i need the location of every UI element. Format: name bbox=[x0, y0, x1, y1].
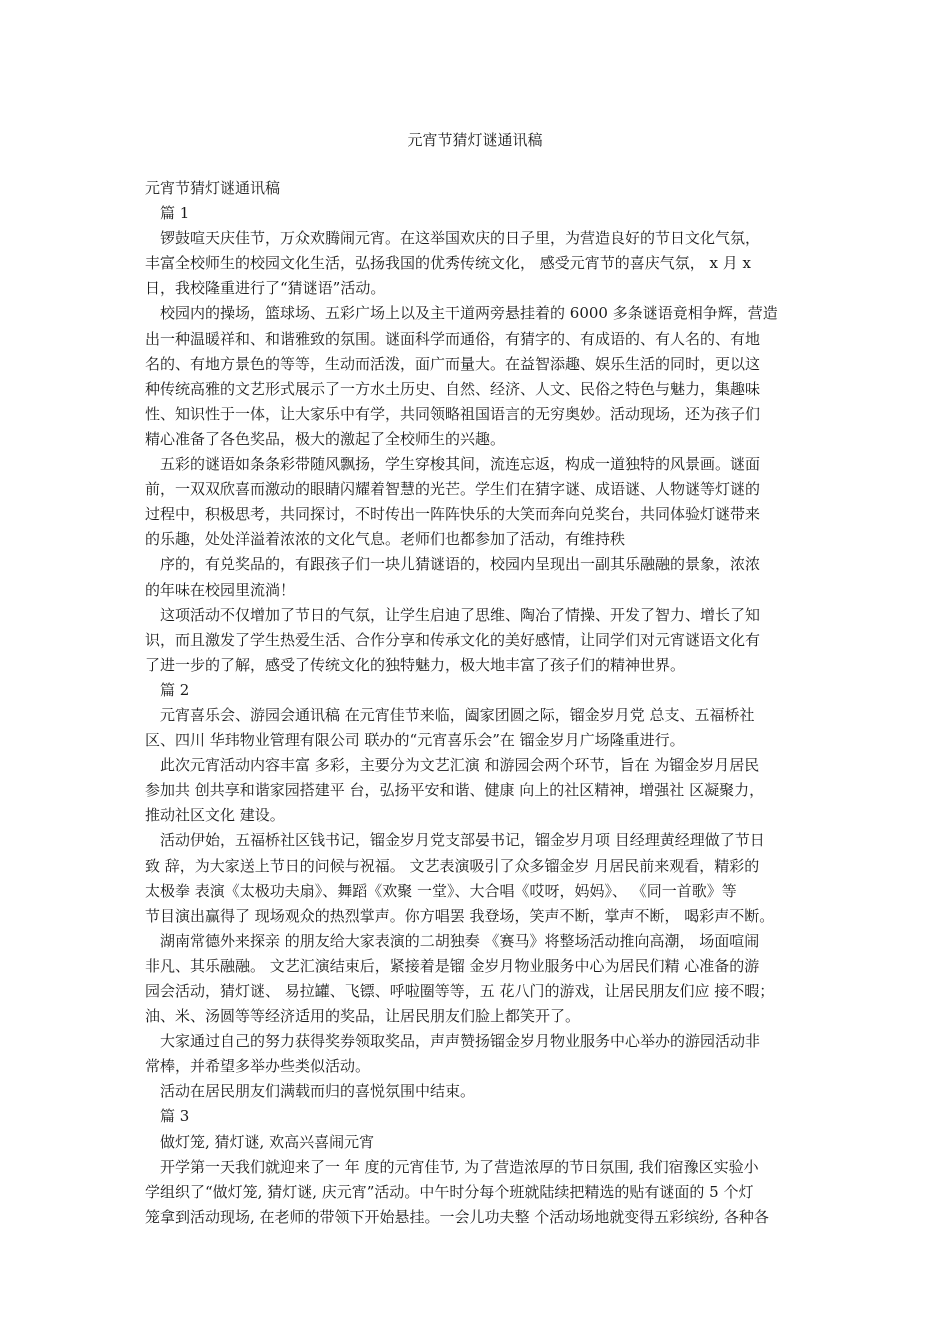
text-line: 篇 1 bbox=[160, 204, 190, 223]
text-line: 开学第一天我们就迎来了一 年 度的元宵佳节, 为了营造浓厚的节日氛围, 我们宿豫区实验小 bbox=[160, 1157, 759, 1176]
text-line: 活动伊始，五福桥社区钱书记，镏金岁月党支部晏书记，镏金岁月项 目经理黄经理做了节日 bbox=[160, 831, 765, 850]
text-line: 识，而且激发了学生热爱生活、合作分享和传承文化的美好感情，让同学们对元宵谜语文化有 bbox=[145, 630, 761, 649]
text-line: 非凡、其乐融融。 文艺汇演结束后，紧接着是镏 金岁月物业服务中心为居民们精 心准备的游 bbox=[145, 956, 760, 975]
text-line: 推动社区文化 建设。 bbox=[145, 806, 285, 825]
text-line: 元宵喜乐会、游园会通讯稿 在元宵佳节来临，阖家团圆之际，镏金岁月党 总支、五福桥社 bbox=[160, 705, 755, 724]
text-line: 了进一步的了解，感受了传统文化的独特魅力，极大地丰富了孩子们的精神世界。 bbox=[145, 655, 686, 674]
text-line: 这项活动不仅增加了节日的气氛，让学生启迪了思维、陶冶了情操、开发了智力、增长了知 bbox=[160, 605, 761, 624]
text-line: 园会活动，猜灯谜、 易拉罐、飞镖、呼啦圈等等，五 花八门的游戏，让居民朋友们应 接不暇； bbox=[145, 982, 775, 1000]
text-line: 学组织了“做灯笼, 猜灯谜, 庆元宵”活动。中午时分每个班就陆续把精选的贴有谜面的 5 个灯 bbox=[145, 1182, 754, 1201]
text-line: 参加共 创共享和谐家园搭建平 台，弘扬平安和谐、健康 向上的社区精神，增强社 区凝聚力， bbox=[145, 781, 765, 800]
text-line: 笼拿到活动现场, 在老师的带领下开始悬挂。一会儿功夫整 个活动场地就变得五彩缤纷, 各种各 bbox=[145, 1207, 769, 1226]
text-line: 锣鼓喧天庆佳节，万众欢腾闹元宵。在这举国欢庆的日子里，为营造良好的节日文化气氛， bbox=[160, 229, 761, 248]
text-line: 丰富全校师生的校园文化生活，弘扬我国的优秀传统文化， 感受元宵节的喜庆气氛， x 月 x bbox=[145, 254, 751, 273]
text-line: 区、四川 华玮物业管理有限公司 联办的“元宵喜乐会”在 镏金岁月广场隆重进行。 bbox=[145, 731, 685, 750]
text-line: 油、米、汤圆等等经济适用的奖品，让居民朋友们脸上都笑开了。 bbox=[145, 1007, 581, 1026]
text-line: 五彩的谜语如条条彩带随风飘扬，学生穿梭其间，流连忘返，构成一道独特的风景画。谜面 bbox=[160, 455, 761, 474]
text-line: 出一种温暖祥和、和谐雅致的氛围。谜面科学而通俗，有猜字的、有成语的、有人名的、有地 bbox=[145, 329, 761, 348]
text-line: 的乐趣，处处洋溢着浓浓的文化气息。老师们也都参加了活动，有维持秩 bbox=[145, 530, 626, 549]
text-line: 过程中，积极思考，共同探讨，不时传出一阵阵快乐的大笑而奔向兑奖台，共同体验灯谜带来 bbox=[145, 505, 761, 524]
document-title: 元宵节猜灯谜通讯稿 bbox=[407, 131, 543, 149]
text-line: 致 辞，为大家送上节日的问候与祝福。 文艺表演吸引了众多镏金岁 月居民前来观看，精彩的 bbox=[145, 856, 760, 875]
text-line: 此次元宵活动内容丰富 多彩，主要分为文艺汇演 和游园会两个环节，旨在 为镏金岁月居民 bbox=[160, 756, 760, 775]
text-line: 活动在居民朋友们满载而归的喜悦氛围中结束。 bbox=[160, 1082, 476, 1101]
text-line: 做灯笼, 猜灯谜, 欢高兴喜闹元宵 bbox=[160, 1132, 375, 1151]
text-line: 节目演出赢得了 现场观众的热烈掌声。你方唱罢 我登场，笑声不断，掌声不断， 喝彩声不断。 bbox=[145, 906, 775, 925]
text-line: 篇 3 bbox=[160, 1107, 190, 1126]
document-body bbox=[145, 176, 815, 1230]
text-line: 名的、有地方景色的等等，生动而活泼，面广而量大。在益智添趣、娱乐生活的同时，更以这 bbox=[145, 354, 761, 373]
text-line: 大家通过自己的努力获得奖券领取奖品，声声赞扬镏金岁月物业服务中心举办的游园活动非 bbox=[160, 1032, 761, 1051]
text-line: 精心准备了各色奖品，极大的激起了全校师生的兴趣。 bbox=[145, 429, 506, 448]
text-line: 篇 2 bbox=[160, 680, 190, 699]
text-line: 性、知识性于一体，让大家乐中有学，共同领略祖国语言的无穷奥妙。活动现场，还为孩子们 bbox=[145, 404, 761, 423]
text-line: 常棒，并希望多举办些类似活动。 bbox=[145, 1057, 371, 1076]
text-line: 湖南常德外来探亲 的朋友给大家表演的二胡独奏 《赛马》将整场活动推向高潮， 场面喧闹 bbox=[160, 931, 760, 950]
text-line: 前，一双双欣喜而激动的眼睛闪耀着智慧的光芒。学生们在猜字谜、成语谜、人物谜等灯谜的 bbox=[145, 480, 761, 499]
text-line: 日，我校隆重进行了“猜谜语”活动。 bbox=[145, 279, 386, 298]
text-line: 种传统高雅的文艺形式展示了一方水土历史、自然、经济、人文、民俗之特色与魅力，集趣味 bbox=[145, 379, 761, 398]
text-line: 的年味在校园里流淌！ bbox=[145, 580, 296, 599]
text-line: 元宵节猜灯谜通讯稿 bbox=[145, 179, 281, 197]
text-line: 太极拳 表演《太极功夫扇》、舞蹈《欢聚 一堂》、大合唱《哎呀，妈妈》、 《同一首歌》等 bbox=[145, 881, 737, 900]
text-line: 校园内的操场，篮球场、五彩广场上以及主干道两旁悬挂着的 6000 多条谜语竟相争辉，营造 bbox=[160, 304, 778, 323]
text-line: 序的，有兑奖品的，有跟孩子们一块儿猜谜语的，校园内呈现出一副其乐融融的景象，浓浓 bbox=[160, 555, 761, 574]
